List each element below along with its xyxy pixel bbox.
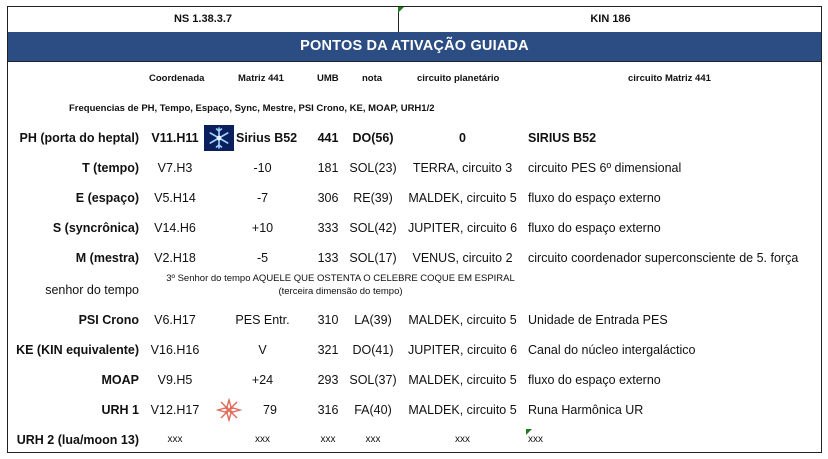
circuito-planetario-cell[interactable]: TERRA, circuito 3 — [412, 161, 513, 175]
matriz-cell[interactable]: PES Entr. — [235, 313, 290, 327]
header-row — [8, 7, 821, 33]
circuito-planetario-cell[interactable]: xxx — [455, 434, 470, 445]
nota-cell[interactable]: DO(56) — [352, 131, 394, 145]
row-label[interactable]: URH 2 (lua/moon 13) — [16, 433, 139, 447]
table-row — [8, 213, 821, 243]
col-header-circuito-matriz: circuito Matriz 441 — [628, 73, 711, 84]
activation-sheet — [7, 6, 822, 453]
circuito-planetario-cell[interactable]: JUPITER, circuito 6 — [407, 221, 518, 235]
umb-cell[interactable]: 293 — [317, 373, 339, 387]
umb-cell[interactable]: 133 — [317, 251, 339, 265]
circuito-matriz-cell[interactable]: Canal do núcleo intergaláctico — [528, 343, 696, 357]
header-kin-cell[interactable]: KIN 186 — [590, 13, 631, 25]
header-ns-cell[interactable]: NS 1.38.3.7 — [8, 7, 399, 32]
umb-cell[interactable]: 316 — [317, 403, 339, 417]
col-header-matriz: Matriz 441 — [238, 73, 284, 84]
circuito-planetario-cell[interactable]: MALDEK, circuito 5 — [408, 403, 517, 417]
circuito-matriz-cell[interactable]: fluxo do espaço externo — [528, 191, 661, 205]
circuito-planetario-cell[interactable]: MALDEK, circuito 5 — [408, 313, 517, 327]
matriz-cell[interactable]: +24 — [251, 373, 274, 387]
matriz-cell[interactable]: 79 — [263, 403, 277, 417]
table-row — [8, 153, 821, 183]
frequencies-note: Frequencias de PH, Tempo, Espaço, Sync, Mestre, PSI Crono, KE, MOAP, URH1/2 — [69, 103, 435, 114]
umb-cell[interactable]: 181 — [317, 161, 339, 175]
umb-cell[interactable]: 333 — [317, 221, 339, 235]
nota-cell[interactable]: RE(39) — [353, 191, 393, 205]
circuito-planetario-cell[interactable]: MALDEK, circuito 5 — [408, 373, 517, 387]
table-row — [8, 425, 821, 455]
nota-cell[interactable]: SOL(42) — [349, 221, 397, 235]
nota-cell[interactable]: SOL(37) — [349, 373, 397, 387]
umb-cell[interactable]: xxx — [320, 434, 336, 445]
circuito-matriz-cell[interactable]: SIRIUS B52 — [528, 131, 597, 145]
coord-cell[interactable]: xxx — [167, 434, 183, 445]
row-label[interactable]: MOAP — [101, 373, 139, 387]
nota-cell[interactable]: DO(41) — [352, 343, 394, 357]
circuito-matriz-cell[interactable]: Runa Harmônica UR — [528, 403, 644, 417]
banner-title: PONTOS DA ATIVAÇÃO GUIADA — [8, 32, 821, 62]
row-label[interactable]: T (tempo) — [82, 161, 139, 175]
nota-cell[interactable]: xxx — [365, 434, 381, 445]
table-row — [8, 365, 821, 395]
row-label[interactable]: M (mestra) — [75, 251, 139, 265]
nota-cell[interactable]: SOL(23) — [349, 161, 397, 175]
coord-cell[interactable]: V11.H11 — [151, 131, 199, 145]
nota-cell[interactable]: LA(39) — [354, 313, 392, 327]
coord-cell[interactable]: V2.H18 — [154, 251, 196, 265]
coord-cell[interactable]: V16.H16 — [150, 343, 200, 357]
circuito-matriz-cell[interactable]: Unidade de Entrada PES — [528, 313, 668, 327]
col-header-circuito-planetario: circuito planetário — [417, 73, 500, 84]
nota-cell[interactable]: SOL(17) — [349, 251, 397, 265]
table-row — [8, 243, 821, 273]
umb-cell[interactable]: 310 — [317, 313, 339, 327]
coord-cell[interactable]: V9.H5 — [157, 373, 193, 387]
coord-cell[interactable]: V12.H17 — [150, 403, 200, 417]
matriz-cell[interactable]: Sirius B52 — [236, 131, 298, 145]
table-row — [8, 335, 821, 365]
row-label[interactable]: URH 1 — [101, 403, 139, 417]
snowflake-icon — [204, 125, 234, 151]
circuito-planetario-cell[interactable]: JUPITER, circuito 6 — [407, 343, 518, 357]
coord-cell[interactable]: V7.H3 — [157, 161, 193, 175]
coord-cell[interactable]: V5.H14 — [154, 191, 196, 205]
col-header-coordenada: Coordenada — [149, 73, 205, 84]
umb-cell[interactable]: 321 — [317, 343, 339, 357]
circuito-planetario-cell[interactable]: 0 — [459, 131, 466, 145]
circuito-planetario-cell[interactable]: VENUS, circuito 2 — [412, 251, 513, 265]
matriz-cell[interactable]: -5 — [256, 251, 269, 265]
table-row — [8, 183, 821, 213]
circuito-matriz-cell[interactable]: xxx — [528, 434, 543, 445]
circuito-planetario-cell[interactable]: MALDEK, circuito 5 — [408, 191, 517, 205]
senhor-do-tempo-note[interactable]: 3º Senhor do tempo AQUELE QUE OSTENTA O CELEBRE COQUE EM ESPIRAL (terceira dimensão do tempo) — [166, 273, 515, 297]
matriz-cell[interactable]: xxx — [255, 434, 270, 445]
compass-rose-icon — [215, 398, 243, 422]
circuito-matriz-cell[interactable]: fluxo do espaço externo — [528, 373, 661, 387]
row-label[interactable]: PSI Crono — [78, 313, 139, 327]
matriz-cell[interactable]: -10 — [253, 161, 272, 175]
row-label[interactable]: senhor do tempo — [45, 283, 139, 297]
umb-cell[interactable]: 441 — [317, 131, 339, 145]
nota-cell[interactable]: FA(40) — [354, 403, 392, 417]
table-row — [8, 305, 821, 335]
umb-cell[interactable]: 306 — [317, 191, 339, 205]
col-header-nota: nota — [362, 73, 383, 84]
circuito-matriz-cell[interactable]: circuito coordenador superconsciente de 5. força — [528, 251, 799, 265]
coord-cell[interactable]: V6.H17 — [154, 313, 196, 327]
matriz-cell[interactable]: -7 — [256, 191, 269, 205]
comment-marker-icon — [526, 429, 532, 435]
circuito-matriz-cell[interactable]: fluxo do espaço externo — [528, 221, 661, 235]
circuito-matriz-cell[interactable]: circuito PES 6º dimensional — [528, 161, 682, 175]
col-header-umb: UMB — [317, 73, 339, 84]
comment-marker-icon — [398, 7, 404, 13]
matriz-cell[interactable]: +10 — [251, 221, 274, 235]
row-label[interactable]: KE (KIN equivalente) — [16, 343, 139, 357]
row-label[interactable]: PH (porta do heptal) — [19, 131, 139, 145]
table-row — [8, 395, 821, 425]
table-row — [8, 123, 821, 153]
coord-cell[interactable]: V14.H6 — [154, 221, 196, 235]
matriz-cell[interactable]: V — [258, 343, 267, 357]
row-label[interactable]: S (syncrônica) — [52, 221, 139, 235]
row-label[interactable]: E (espaço) — [75, 191, 139, 205]
